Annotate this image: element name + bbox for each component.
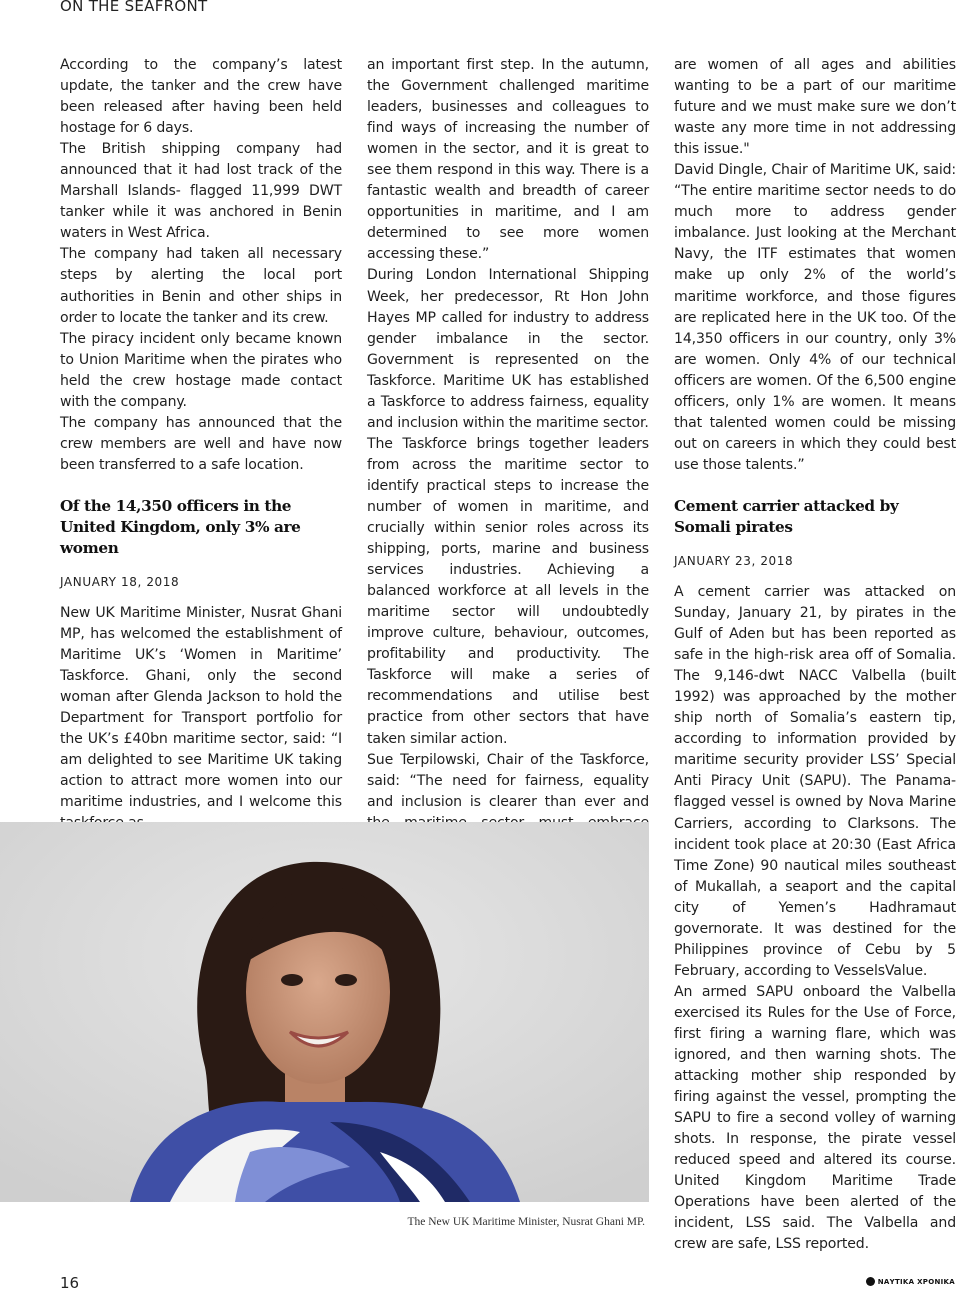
article-date: JANUARY 23, 2018 [674, 553, 794, 568]
brand-name: ΝΑΥΤΙΚΑ ΧΡΟΝΙΚΑ [877, 1277, 955, 1286]
paragraph: The company had taken all necessary steps by alerting the local port authorities in Benin and other ships in order to locate the tanker and its crew. [60, 246, 342, 326]
article-date: JANUARY 18, 2018 [60, 574, 180, 589]
paragraph: An armed SAPU onboard the Valbella exercised its Rules for the Use of Force, first firing a warning flare, which was ignored, and then warning shots. The attacking mother ship responded by firing against the vessel, prompting the SAPU to fire a second volley of warning shots. In response, the pirate vessel reduced speed and altered its course. United Kingdom Maritime Trade Operations have been alerted of the incident, LSS said. The Valbella and crew are safe, LSS reported. [674, 983, 956, 1253]
column-3 [674, 55, 956, 1255]
paragraph: The piracy incident only became known to Union Maritime when the pirates who held the crew hostage made contact with the company. [60, 330, 342, 410]
paragraph: are women of all ages and abilities wanting to be a part of our maritime future and we must make sure we don’t waste any more time in not addressing this issue." [674, 57, 956, 158]
paragraph: During London International Shipping Week, her predecessor, Rt Hon John Hayes MP called for industry to address gender imbalance in the sector. Government is represented on the Taskforce. Maritime UK has established a Taskforce to address fairness, equality and inclusion within the maritime sector. [367, 267, 649, 431]
article-headline-cement-carrier: Cement carrier attacked by Somali pirates [674, 496, 899, 536]
paragraph: According to the company’s latest update, the tanker and the crew have been released after having been held hostage for 6 days. [60, 57, 342, 137]
paragraph: David Dingle, Chair of Maritime UK, said: “The entire maritime sector needs to do much more to address gender imbalance. Just looking at the Merchant Navy, the ITF estimates that women make up only 2% of the world’s maritime workforce, and those figures are replicated here in the UK too. Of the 14,350 officers in our country, only 3% are women. Only 4% of our technical officers are women. Of the 6,500 engine officers, only 1% are women. It means that talented women could be missing out on careers in which they could best use those talents.” [674, 162, 956, 473]
paragraph: Sue Terpilowski, Chair of the Taskforce, said: “The need for fairness, equality and inclusion is clearer than ever and [367, 751, 649, 810]
paragraph: The British shipping company had announced that it had lost track of the Marshall Islands- flagged 11,999 DWT tanker while it was anchored in Benin waters in West Africa. [60, 141, 342, 242]
section-header: ON THE SEAFRONT [60, 0, 208, 15]
portrait-photo [0, 822, 649, 1202]
photo-caption: The New UK Maritime Minister, Nusrat Ghani MP. [407, 1216, 645, 1228]
publication-brand [866, 1277, 955, 1286]
paragraph: The company has announced that the crew members are well and have now been transferred to a safe location. [60, 414, 342, 473]
page-number: 16 [60, 1274, 80, 1292]
paragraph: New UK Maritime Minister, Nusrat Ghani MP, has welcomed the establishment of Maritime UK’s ‘Women in Maritime’ Taskforce. Ghani, only the second woman after Glenda Jackson to hold the Department for Transport portfolio for the UK’s £40bn maritime sector, said: “I am delighted to see Maritime UK taking action to attract more women into our maritime industries, and I welcome this [60, 604, 342, 811]
column-2 [367, 55, 649, 876]
paragraph: A cement carrier was attacked on Sunday, January 21, by pirates in the Gulf of Aden but has been reported as safe in the high-risk area off of Somalia. The 9,146-dwt NACC Valbella (built 1992) was approached by the mother ship north of Somalia’s eastern tip, according to information provided by maritime security provider LSS’ Special Anti Piracy Unit (SAPU). The Panama-flagged vessel is owned by Nova Marine Carriers, according to Clarksons. The incident took place at 20:30 (East Africa Time Zone) 90 nautical miles southeast of Mukallah, a seaport and the capital city of Yemen’s Hadhramaut governorate. It was destined for the Philippines province of Cebu by 5 February, according to VesselsValue. [674, 583, 956, 979]
paragraph: an important first step. In the autumn, the Government challenged maritime leaders, businesses and colleagues to find ways of increasing the number of women in the sector, and it is great to see them respond in this way. There is a fantastic wealth and breadth of career opportunities in maritime, and I am determined to see more women accessing these.” [367, 57, 649, 263]
column-1 [60, 55, 342, 835]
brand-logo-icon [866, 1277, 875, 1286]
paragraph: The Taskforce brings together leaders from across the maritime sector to identify practical steps to increase the number of women in maritime, and crucially within senior roles across its shipping, ports, marine and business services industries. Achieving a balanced workforce at all levels in the maritime sector will undoubtedly improve culture, behaviour, outcomes, profitability and productivity. The Taskforce will make a series of recommendations and utilise best practice from other sectors that have taken similar action. [367, 435, 649, 747]
article-headline-women-officers: Of the 14,350 officers in the United Kingdom, only 3% are women [60, 496, 301, 557]
